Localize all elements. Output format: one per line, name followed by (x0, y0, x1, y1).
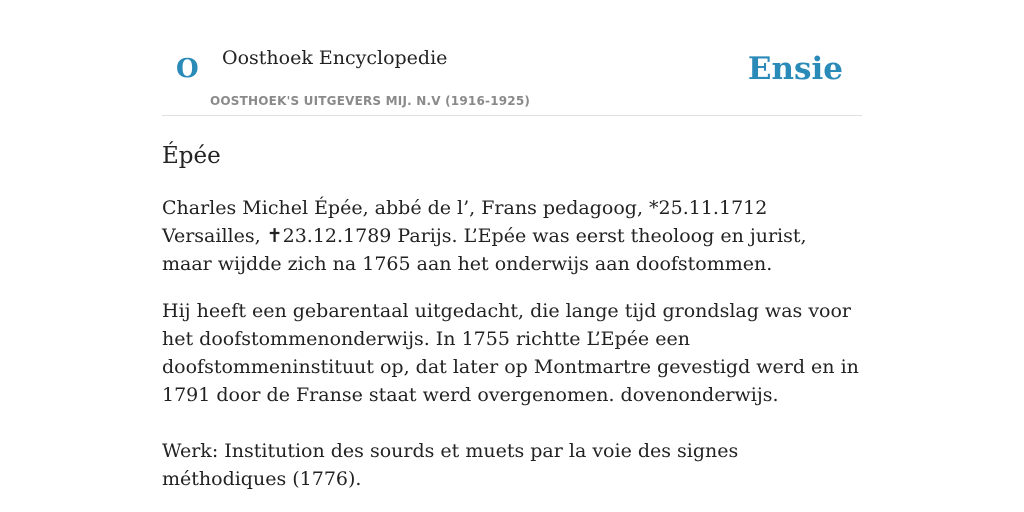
article-title: Épée (162, 143, 221, 169)
page (162, 0, 862, 493)
source-subtitle: OOSTHOEK'S UITGEVERS MIJ. N.V (1916-1925) (210, 94, 531, 108)
ensie-logo[interactable]: Ensie (747, 51, 843, 87)
article-paragraph-3: Werk: Institution des sourds et muets par la voie des signes méthodiques (1776). (162, 440, 739, 490)
source-logo[interactable]: O (176, 54, 199, 84)
article-paragraph-1: Charles Michel Épée, abbé de l’, Frans pedagoog, *25.11.1712 Versailles, ✝23.12.1789 Parijs. L’Epée was eerst theoloog en jurist, maar wijdde zich na 1765 aan het onderwijs aan doofstommen. (162, 197, 807, 275)
source-header (162, 0, 862, 116)
source-title-link[interactable]: Oosthoek Encyclopedie (222, 47, 448, 69)
article-paragraph-2: Hij heeft een gebarentaal uitgedacht, die lange tijd grondslag was voor het doofstommenonderwijs. In 1755 richtte L’Epée een doofstommeninstituut op, dat later op Montmartre gevestigd werd en in 1791 door de Franse staat werd overgenomen. dovenonderwijs. (162, 300, 859, 406)
